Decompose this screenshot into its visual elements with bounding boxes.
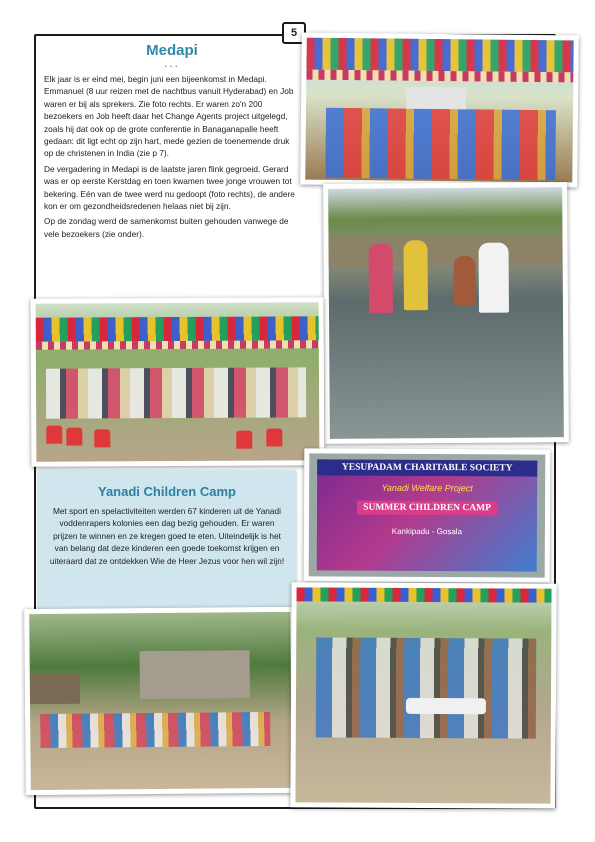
- camp-section: [38, 470, 296, 610]
- photo-outdoor-service: [31, 297, 325, 467]
- photo-camp-banner: [304, 448, 551, 582]
- photo-meeting-tent: [300, 33, 579, 188]
- medapi-paragraph-1: Elk jaar is er eind mei, begin juni een bijeenkomst in Medapi. Emmanuel (8 uur reizen met de nachtbus vanuit Hyderabad) en Job waren er bij als sprekers. Zie foto rechts. Er waren zo'n 200 bezoekers en Job heeft daar het Change Agents project uitgelegd, zoals hij dat ook op de grote conferentie in Banaganapalle heeft gedaan: dit ligt echt op zijn hart, mede gezien de toenemende druk op de christenen in India (zie p 7).: [44, 74, 294, 159]
- photo-baptism: [323, 182, 569, 444]
- medapi-paragraph-2: De vergadering in Medapi is de laatste jaren flink gegroeid. Gerard was er op eerste Kerstdag en toen kwamen twee jonge vrouwen tot bekering. Eén van de twee werd nu gedoopt (foto rechts), de andere kon er om gezondheidsredenen helaas niet bij zijn.: [44, 163, 295, 212]
- photo-food-distribution: [290, 582, 556, 808]
- medapi-title: Medapi: [146, 42, 198, 59]
- photo-children-playing: [24, 607, 297, 795]
- banner-camp: SUMMER CHILDREN CAMP: [357, 501, 497, 516]
- medapi-section: [44, 40, 300, 243]
- banner-project: Yanadi Welfare Project: [381, 482, 473, 494]
- banner-place: Kankipadu - Gosala: [391, 526, 463, 537]
- banner-society: YESUPADAM CHARITABLE SOCIETY: [317, 459, 537, 476]
- page-number: 5: [282, 22, 306, 44]
- camp-banner: [317, 459, 538, 571]
- medapi-paragraph-3: Op de zondag werd de samenkomst buiten gehouden vanwege de vele bezoekers (zie onder).: [44, 216, 289, 239]
- camp-title: Yanadi Children Camp: [98, 484, 236, 499]
- camp-text: Met sport en spelactiviteiten werden 67 kinderen uit de Yanadi voddenrapers kolonies een dag bezig gehouden. Er waren prijzen te winnen en ze kregen goed te eten. Uiteindelijk is het van belang dat deze kinderen een goede toekomst krijgen en uiteraard dat ze ontdekken Wie de Heer Jezus voor hen wil zijn!: [49, 506, 285, 566]
- title-dots: ...: [163, 56, 180, 70]
